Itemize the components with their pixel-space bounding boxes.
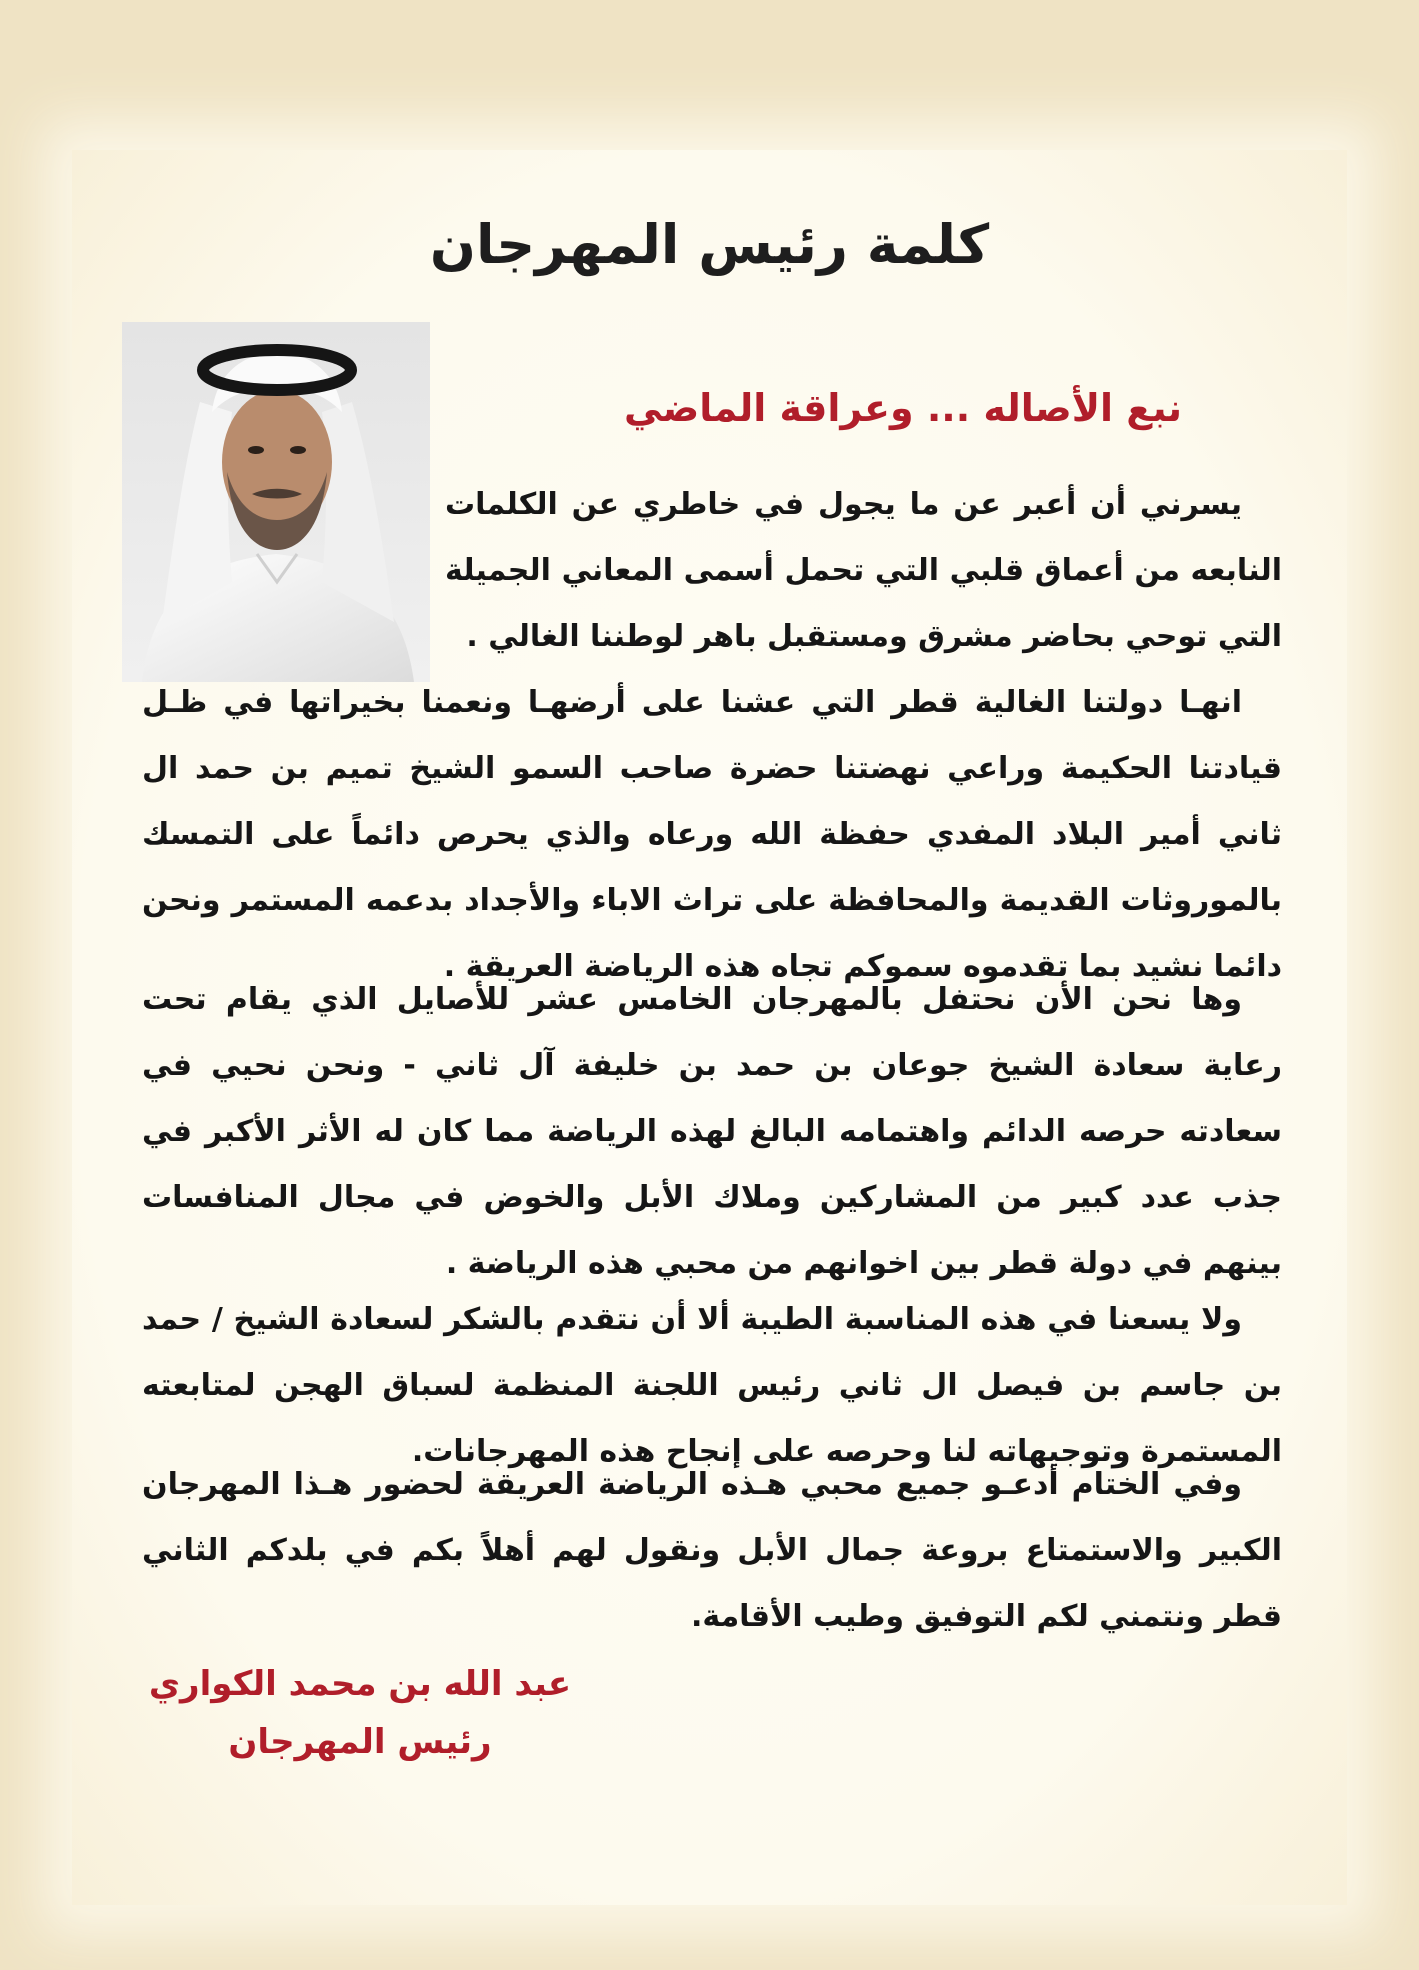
- paragraph-5-text: وفي الختام أدعـو جميع محبي هـذه الرياضة العريقة لحضور هـذا المهرجان الكبير والاستمتاع بروعة جمال الأبل ونقول لهم أهلاً بكم في بلدكم الثاني قطر ونتمني لكم التوفيق وطيب الأقامة.: [142, 1467, 1282, 1634]
- paragraph-2: [142, 670, 1282, 1000]
- paragraph-3: [142, 967, 1282, 1297]
- paragraph-1: [445, 472, 1282, 670]
- signature-block: [120, 1655, 600, 1771]
- signature-role: رئيس المهرجان: [228, 1722, 492, 1762]
- portrait-illustration: [122, 322, 430, 682]
- page-title: كلمة رئيس المهرجان: [429, 213, 990, 276]
- paragraph-4-text: ولا يسعنا في هذه المناسبة الطيبة ألا أن نتقدم بالشكر لسعادة الشيخ / حمد بن جاسم بن فيصل ال ثاني رئيس اللجنة المنظمة لسباق الهجن لمتابعته المستمرة وتوجيهاته لنا وحرصه على إنجاح هذه المهرجانات.: [142, 1302, 1282, 1469]
- paragraph-2-text: انهـا دولتنا الغالية قطر التي عشنا على أرضهـا ونعمنا بخيراتها في ظـل قيادتنا الحكيمة وراعي نهضتنا حضرة صاحب السمو الشيخ تميم بن حمد ال ثاني أمير البلاد المفدي حفظة الله ورعاه والذي يحرص دائماً على التمسك بالموروثات القديمة والمحافظة على تراث الاباء والأجداد بدعمه المستمر ونحن دائما نشيد بما تقدموه سموكم تجاه هذه الرياضة العريقة .: [142, 685, 1282, 984]
- signature-name: عبد الله بن محمد الكواري: [148, 1664, 572, 1704]
- paragraph-5: [142, 1452, 1282, 1650]
- paragraph-3-text: وها نحن الأن نحتفل بالمهرجان الخامس عشر للأصايل الذي يقام تحت رعاية سعادة الشيخ جوعان بن حمد بن خليفة آل ثاني - ونحن نحيي في سعادته حرصه الدائم واهتمامه البالغ لهذه الرياضة مما كان له الأثر الأكبر في جذب عدد كبير من المشاركين وملاك الأبل والخوض في مجال المنافسات بينهم في دولة قطر بين اخوانهم من محبي هذه الرياضة .: [142, 982, 1282, 1281]
- subtitle: نبع الأصاله ... وعراقة الماضي: [624, 386, 1182, 430]
- portrait-photo: [122, 322, 430, 682]
- paragraph-1-text: يسرني أن أعبر عن ما يجول في خاطري عن الكلمات النابعه من أعماق قلبي التي تحمل أسمى المعاني الجميلة التي توحي بحاضر مشرق ومستقبل باهر لوطننا الغالي .: [445, 487, 1282, 654]
